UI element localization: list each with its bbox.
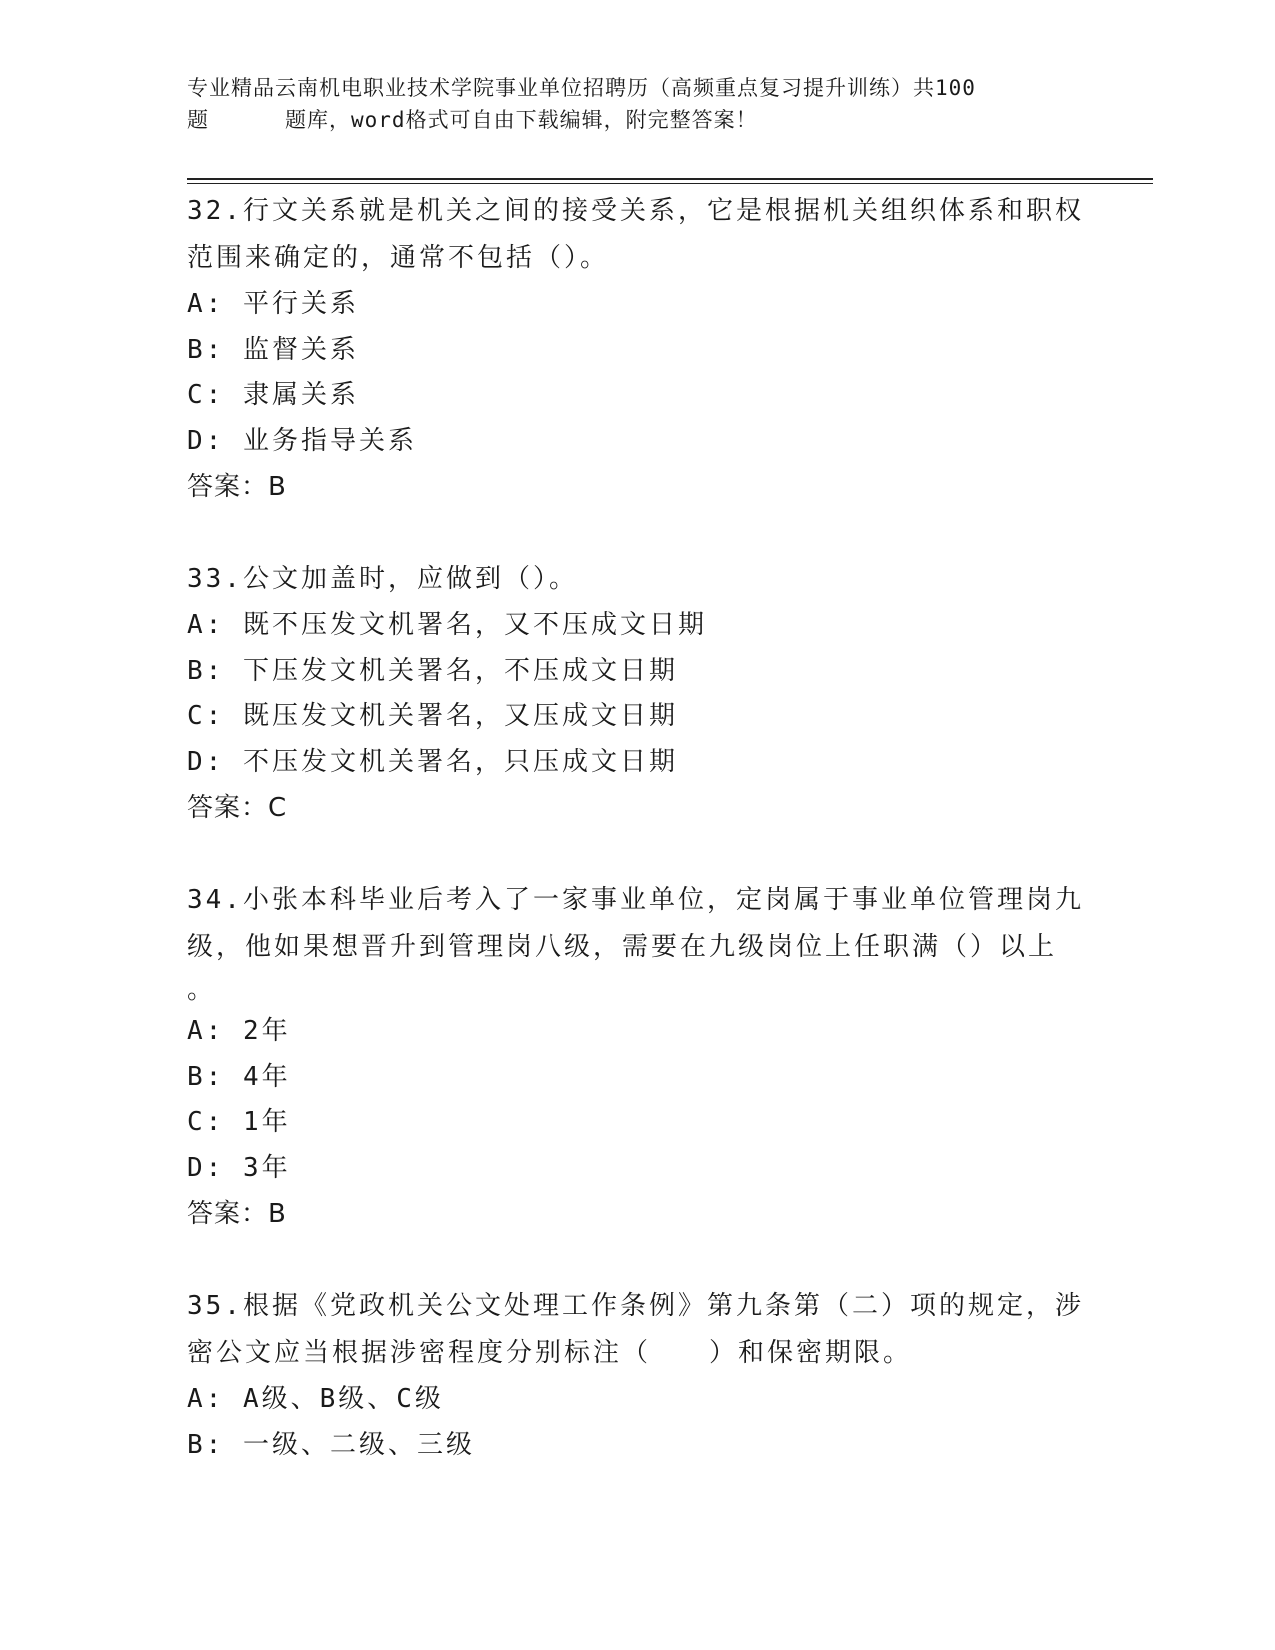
header-divider-thick [187, 178, 1153, 180]
option-d: D: 3年 [187, 1152, 291, 1183]
document-header [187, 72, 1087, 136]
answer: 答案：B [187, 1199, 287, 1229]
option-c: C: 隶属关系 [187, 380, 359, 410]
question-stem-line: 级，他如果想晋升到管理岗八级，需要在九级岗位上任职满（）以上 [187, 932, 1058, 962]
header-divider-thin [187, 183, 1153, 184]
header-line-2-text: 题库，word格式可自由下载编辑，附完整答案！ [285, 108, 758, 132]
option-a: A: 2年 [187, 1016, 291, 1046]
option-b: B: 下压发文机关署名，不压成文日期 [187, 655, 678, 686]
question-stem-line: 。 [187, 975, 217, 1005]
question-32 [187, 188, 1087, 510]
question-list [187, 188, 1087, 1468]
option-d: D: 不压发文机关署名，只压成文日期 [187, 746, 678, 777]
option-b: B: 一级、二级、三级 [187, 1429, 475, 1460]
question-stem-line: 35.根据《党政机关公文处理工作条例》第九条第（二）项的规定，涉 [187, 1291, 1084, 1321]
option-b: B: 监督关系 [187, 334, 359, 365]
header-line-1: 专业精品云南机电职业技术学院事业单位招聘历（高频重点复习提升训练）共100 [187, 76, 976, 100]
header-line-2 [187, 104, 1087, 136]
option-d: D: 业务指导关系 [187, 425, 417, 456]
option-c: C: 既压发文机关署名，又压成文日期 [187, 701, 678, 731]
answer: 答案：B [187, 472, 287, 502]
option-a: A: A级、B级、C级 [187, 1384, 444, 1414]
answer: 答案：C [187, 793, 288, 823]
option-c: C: 1年 [187, 1107, 291, 1137]
question-stem-line: 33.公文加盖时，应做到（）。 [187, 564, 578, 594]
option-a: A: 既不压发文机署名，又不压成文日期 [187, 610, 707, 640]
question-spacer [187, 510, 1087, 556]
question-stem-line: 34.小张本科毕业后考入了一家事业单位，定岗属于事业单位管理岗九 [187, 885, 1084, 915]
question-stem-line: 密公文应当根据涉密程度分别标注（ ）和保密期限。 [187, 1338, 913, 1368]
question-stem-line: 范围来确定的，通常不包括（）。 [187, 243, 610, 273]
question-spacer [187, 1237, 1087, 1283]
option-b: B: 4年 [187, 1061, 291, 1092]
question-33 [187, 556, 1087, 831]
header-line-2-prefix: 题 [187, 108, 209, 132]
option-a: A: 平行关系 [187, 289, 359, 319]
question-stem-line: 32.行文关系就是机关之间的接受关系，它是根据机关组织体系和职权 [187, 196, 1084, 226]
question-34 [187, 877, 1087, 1237]
question-spacer [187, 831, 1087, 877]
question-35 [187, 1283, 1087, 1468]
